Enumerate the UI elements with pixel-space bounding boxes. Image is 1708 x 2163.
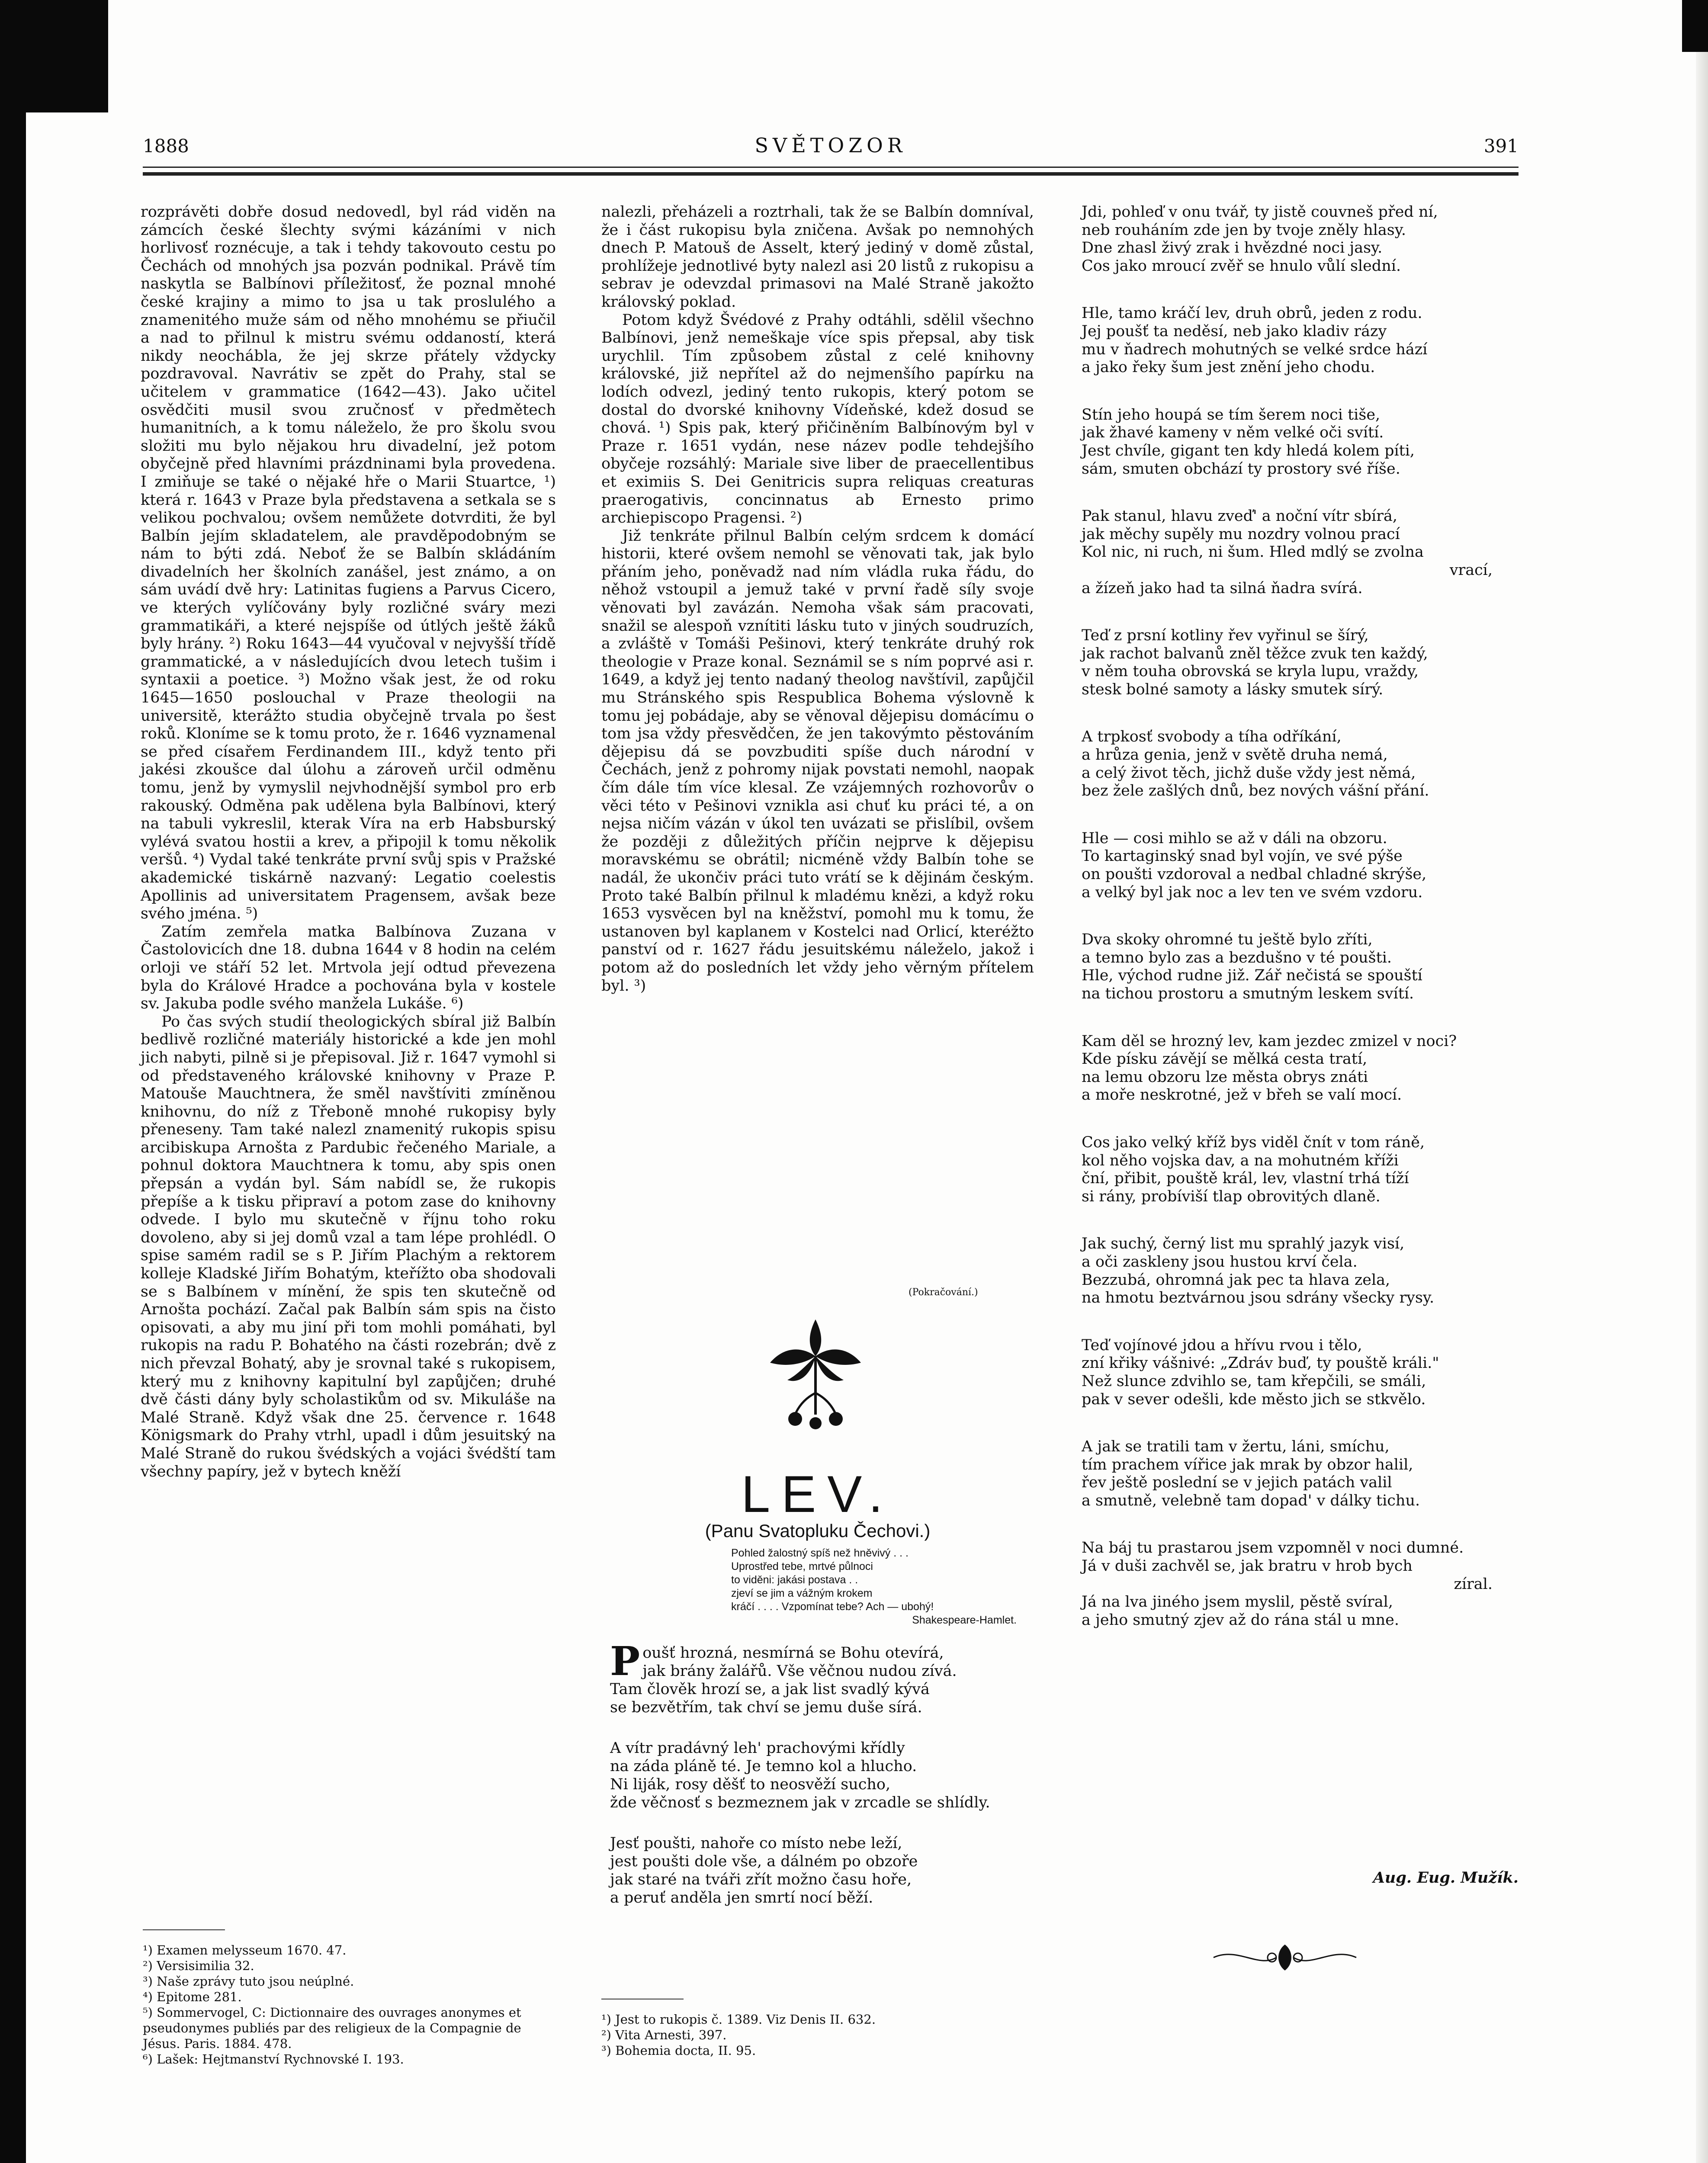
page-number: 391 xyxy=(1483,135,1519,157)
stanza xyxy=(610,1739,1034,1812)
verse-line: Tam člověk hrozí se, a jak list svadlý kývá xyxy=(610,1681,930,1698)
flourish-ornament-icon xyxy=(1211,1938,1358,1977)
verse-line: Cos jako mroucí zvěř se hnulo vůlí slední. xyxy=(1082,257,1401,275)
verse-line: Jest chvíle, gigant ten kdy hledá kolem píti, xyxy=(1082,442,1415,459)
verse-line: jak brány žalářů. Vše věčnou nudou zívá. xyxy=(642,1662,957,1680)
footnote: ¹) Examen melysseum 1670. 47. xyxy=(143,1943,347,1958)
verse-line: A jak se tratili tam v žertu, láni, smíchu, xyxy=(1082,1438,1390,1456)
stanza xyxy=(1082,1539,1523,1629)
header-year: 1888 xyxy=(143,135,189,157)
verse-line: bez žele zašlých dnů, bez nových vášní přání. xyxy=(1082,782,1429,800)
motto-line: Pohled žalostný spíš než hněvivý . . . xyxy=(731,1547,909,1559)
poem-title: LEV. xyxy=(741,1465,894,1523)
verse-line: Stín jeho houpá se tím šerem noci tiše, xyxy=(1082,406,1381,424)
motto-line: zjeví se jim a vážným krokem xyxy=(731,1587,873,1599)
verse-line: na tichou prostoru a smutným leskem svítí. xyxy=(1082,985,1414,1002)
paragraph: Již tenkráte přilnul Balbín celým srdcem k domácí historii, které ovšem nemohl se věnovati tak, jak bylo přáním jeho, poněvadž nad ním vládla ruka řádu, do něhož vstoupil a jemuž také v první řadě síly svoje věnovati byl zavázán. Nemoha však sám pracovati, snažil se alespoň vznítiti lásku tuto v jiných soudruzích, a zvláště v Tomáši Pešinovi, který tenkráte druhý rok theologie v Praze konal. Seznámil se s ním poprvé asi r. 1649, a když jej tento nadaný theolog navštívil, zapůjčil mu Stránského spis Respublica Bohema výslovně k tomu jej pobádaje, aby se věnoval dějepisu domácímu o tom jsa vždy přesvědčen, že jen takovýmto pěstováním dějepisu dá se povzbuditi spíše duch národní v Čechách, jenž z pohromy nijak povstati nemohl, naopak čím dále tím více klesal. Ze vzájemných rozhovorův o věci této v Pešinovi vznikla asi chuť ku práci té, a on nejsa ničím vázán v úkol ten uvázati se přislíbil, ovšem že později z důležitých příčin nejprve k dějepisu moravskému se obrátil; nicméně vždy Balbín tohe se nadál, že ukončiv práci tuto vrátí se k dějinám českým. Proto také Balbín přilnul k mladému knězi, a když roku 1653 vysvěcen byl na kněžství, pomohl mu k tomu, že ustanoven byl kaplanem v Kostelci nad Orlicí, kteréžto panství od r. 1627 řádu jesuitskému náleželo, jakož i potom až do posledních let vždy jeho věrným přítelem byl. ³) xyxy=(601,527,1034,995)
stanza xyxy=(1082,1134,1523,1206)
verse-line: a jako řeky šum jest znění jeho chodu. xyxy=(1082,359,1375,376)
verse-line: a oči zaskleny jsou hustou krví čela. xyxy=(1082,1253,1358,1271)
verse-line: a jeho smutný zjev až do rána stál u mne. xyxy=(1082,1611,1400,1629)
verse-line: Hle, tamo kráčí lev, druh obrů, jeden z rodu. xyxy=(1082,305,1422,322)
paragraph: Zatím zemřela matka Balbínova Zuzana v Častolovicích dne 18. dubna 1644 v 8 hodin na celém orloji ve stáří 52 let. Mrtvola její odtud převezena byla do Králové Hradce a pochována byla v kostele sv. Jakuba podle svého manžela Lukáše. ⁶) xyxy=(141,923,556,1013)
verse-line: sám, smuten obchází ty prostory své říše. xyxy=(1082,460,1400,478)
scan-corner-right xyxy=(1682,0,1708,52)
verse-line: Cos jako velký kříž bys viděl čnít v tom ráně, xyxy=(1082,1133,1425,1151)
stanza xyxy=(1082,1438,1523,1510)
verse-line: žde věčnosť s bezmeznem jak v zrcadle se shlídly. xyxy=(610,1794,990,1811)
verse-line: a hrůza genia, jenž v světě druha nemá, xyxy=(1082,746,1388,764)
verse-line: on poušti vzdoroval a nedbal chladné skrýše, xyxy=(1082,866,1427,883)
stanza xyxy=(1082,627,1523,699)
stanza xyxy=(1082,1235,1523,1307)
verse-line: Hle, východ rudne již. Zář nečistá se spouští xyxy=(1082,967,1422,985)
continued-note: (Pokračování.) xyxy=(909,1287,978,1298)
footnote: ⁵) Sommervogel, C: Dictionnaire des ouvrages anonymes et pseudonymes publiés par des religieux de la Compagnie de Jésus. Paris. 1884. 478. xyxy=(143,2005,521,2051)
verse-line: Já na lva jiného jsem myslil, pěstě svíral, xyxy=(1082,1593,1393,1611)
verse-line: na hmotu beztvárnou jsou sdrány všecky rysy. xyxy=(1082,1289,1435,1307)
verse-line: pak v sever odešli, kde město jich se stkvělo. xyxy=(1082,1390,1426,1408)
verse-line: Dva skoky ohromné tu ještě bylo zříti, xyxy=(1082,931,1373,949)
stanza xyxy=(1082,406,1523,478)
page-header xyxy=(143,132,1519,162)
verse-line: Na báj tu prastarou jsem vzpomněl v noci dumné. xyxy=(1082,1539,1464,1557)
paragraph: nalezli, přeházeli a roztrhali, tak že se Balbín domníval, že i část rukopisu byla zničena. Avšak po nemnohých dnech P. Matouš de Asselt, který jediný v domě zůstal, prohlížeje jednotlivé byty nalezl asi 20 listů z rukopisu a sebrav je odevzdal primasovi na Malé Straně jakožto královský poklad. xyxy=(601,203,1034,311)
stanza xyxy=(1082,931,1523,1003)
verse-line: Kol nic, ni ruch, ni šum. Hled mdlý se zvolna xyxy=(1082,543,1424,561)
verse-line: se bezvětřím, tak chví se jemu duše sírá. xyxy=(610,1699,922,1716)
verse-line: tím prachem vířice jak mrak by obzor halil, xyxy=(1082,1456,1413,1473)
verse-line: na záda pláně té. Je temno kol a hlucho. xyxy=(610,1758,917,1775)
footnote: ³) Bohemia docta, II. 95. xyxy=(601,2043,756,2058)
stanza xyxy=(1082,1033,1523,1104)
footnote: ³) Naše zprávy tuto jsou neúplné. xyxy=(143,1974,354,1989)
stanza xyxy=(1082,203,1523,275)
floral-ornament-icon xyxy=(761,1315,870,1445)
scan-gutter xyxy=(0,0,26,2163)
verse-line: mu v ňadrech mohutných se velké srdce hází xyxy=(1082,340,1428,358)
verse-line: Dne zhasl živý zrak i hvězdné noci jasy. xyxy=(1082,239,1383,257)
header-title: SVĚTOZOR xyxy=(754,134,907,157)
verse-line: oušť hrozná, nesmírná se Bohu otevírá, xyxy=(642,1644,944,1662)
verse-line: Pak stanul, hlavu zveď' a noční vítr sbírá, xyxy=(1082,507,1397,525)
poem-signature: Aug. Eug. Mužík. xyxy=(1373,1869,1519,1887)
poem-column-2 xyxy=(610,1638,1034,1929)
paragraph: Potom když Švédové z Prahy odtáhli, sdělil všechno Balbínovi, jenž nemeškaje více spis přepsal, aby tisk urychlil. Tím způsobem zůstal z celé knihovny královské, již nepřítel až do nejmenšího papírku na lodích odvezl, jediný tento rukopis, který potom se dostal do dvorské knihovny Vídeňské, kdež dosud se chová. ¹) Spis pak, který přičiněním Balbínovým byl v Praze r. 1651 vydán, nese název podle tehdejšího obyčeje rozsáhlý: Mariale sive liber de praecellentibus et eximiis S. Dei Genitricis supra reliquas creaturas praerogativis, concinnatus ab Ernesto primo archiepiscopo Pragensi. ²) xyxy=(601,311,1034,527)
motto-attribution: Shakespeare-Hamlet. xyxy=(912,1614,1017,1626)
stanza xyxy=(1082,728,1523,800)
stanza xyxy=(1082,305,1523,376)
poem-column-3 xyxy=(1082,203,1523,1659)
verse-line: Ni liják, rosy děšť to neosvěží sucho, xyxy=(610,1776,891,1793)
motto-line: to viděni: jakási postava . . xyxy=(731,1574,858,1586)
verse-line: Kde písku závějí se mělká cesta tratí, xyxy=(1082,1050,1368,1068)
stanza xyxy=(1082,1337,1523,1409)
verse-line: jak žhavé kameny v něm velké oči svítí. xyxy=(1082,424,1384,442)
drop-cap: P xyxy=(610,1638,640,1685)
motto-line: Uprostřed tebe, mrtvé půlnoci xyxy=(731,1560,873,1573)
verse-line: ční, přibit, pouště král, lev, vlastní trhá tíží xyxy=(1082,1170,1409,1187)
stanza xyxy=(1082,830,1523,902)
stanza xyxy=(610,1834,1034,1907)
verse-line: Hle — cosi mihlo se až v dáli na obzoru. xyxy=(1082,829,1387,847)
footnote-rule xyxy=(143,1929,225,1930)
footnotes-col2 xyxy=(601,2012,1025,2058)
footnote: ⁶) Lašek: Hejtmanství Rychnovské I. 193. xyxy=(143,2052,404,2067)
verse-line: vrací, xyxy=(1449,561,1493,579)
verse-line: A trpkosť svobody a tíha odříkání, xyxy=(1082,728,1342,746)
motto-line: kráčí . . . . Vzpomínat tebe? Ach — ubohý! xyxy=(731,1601,934,1613)
column-2 xyxy=(601,203,1034,995)
verse-line: na lemu obzoru lze města obrys znáti xyxy=(1082,1068,1368,1086)
verse-line: stesk bolné samoty a lásky smutek sírý. xyxy=(1082,680,1384,698)
header-rule xyxy=(143,167,1519,168)
verse-line: a moře neskrotné, jež v břeh se valí mocí. xyxy=(1082,1086,1402,1104)
verse-line: Než slunce zdvihlo se, tam křepčili, se smáli, xyxy=(1082,1372,1426,1390)
verse-line: a peruť anděla jen smrtí nocí běží. xyxy=(610,1889,873,1906)
paragraph: rozprávěti dobře dosud nedovedl, byl rád viděn na zámcích české šlechty svými kázáními v nich horlivosť roznécuje, a tak i tehdy takovouto cestu po Čechách od mnohých jsa pozván podnikal. Právě tím naskytla se Balbínovi příležitosť, že poznal mnohé české krajiny a mimo to jsa u tak proslulého a znamenitého muže sám od něho mnohému se přiučil a nad to přilnul k mistru svému oddaností, která nikdy neochábla, že jej skrze přátely vždycky pozdravoval. Navrátiv se zpět do Prahy, stal se učitelem v grammatice (1642—43). Jako učitel osvědčiti musil svou zručnosť v předmětech humanitních, a k tomu náleželo, že pro školu svou složiti mu bylo nějakou hru divadelní, jež potom obyčejně před hlavními prázdninami byla provedena. I zmiňuje se také o nějaké hře o Marii Stuartce, ¹) která r. 1643 v Praze byla představena a setkala se s velikou pochvalou; ovšem nemůžete dotvrditi, že byl Balbín jejím skladatelem, ale pravděpodobným se nám to býti zdá. Neboť že se Balbín skládáním divadelních her školních zanášel, jest známo, a on sám uvádí dvě hry: Latinitas fugiens a Parvus Cicero, ve kterých vylíčovány byly rozličné sváry mezi grammatikáři, a které nejspíše od útlých ještě žáků byly hrány. ²) Roku 1643—44 vyučoval v nejvyšší třídě grammatické, a v následujících dvou letech tušim i syntaxii a poetice. ³) Možno však jest, že od roku 1645—1650 poslouchal v Praze theologii na universitě, kterážto studia obyčejně trvala po šest roků. Kloníme se k tomu proto, že r. 1646 vyznamenal se před císařem Ferdinandem III., když tento při jakési zkoušce dal úlohu a zároveň určil odměnu tomu, jenž by vymyslil nejvhodnější symbol pro erb rakouský. Odměna pak udělena byla Balbínovi, který na tabuli vykreslil, kterak Víra na erb Habsburský vylévá svatou hostii a krev, a připojil k tomu několik veršů. ⁴) Vydal také tenkráte první svůj spis v Pražské akademické tiskárně nazvaný: Legatio coelestis Apollinis ad universitatem Pragensem, avšak beze svého jména. ⁵) xyxy=(141,203,556,923)
verse-line: Já v duši zachvěl se, jak bratru v hrob bych xyxy=(1082,1557,1413,1575)
poem-dedication: (Panu Svatopluku Čechovi.) xyxy=(705,1521,931,1541)
verse-line: v něm touha obrovská se kryla lupu, vraždy, xyxy=(1082,663,1419,680)
footnote: ²) Versisimilia 32. xyxy=(143,1958,254,1973)
verse-line: zní křiky vášnivé: „Zdráv buď, ty pouště králi." xyxy=(1082,1354,1439,1372)
header-rule-thick xyxy=(143,172,1519,176)
verse-line: a velký byl jak noc a lev ten ve svém vzdoru. xyxy=(1082,883,1423,901)
verse-line: Jej poušť ta neděsí, neb jako kladiv rázy xyxy=(1082,322,1387,340)
verse-line: a celý život těch, jichž duše vždy jest němá, xyxy=(1082,764,1416,782)
verse-line: jak staré na tváři zřít možno času hoře, xyxy=(610,1871,912,1888)
verse-line: kol něho vojska dav, a na mohutném kříži xyxy=(1082,1152,1399,1169)
verse-line: Teď vojínové jdou a hřívu rvou i tělo, xyxy=(1082,1336,1362,1354)
column-1 xyxy=(141,203,556,1481)
verse-line: jak měchy supěly mu nozdry volnou prací xyxy=(1082,525,1400,543)
stanza xyxy=(1082,507,1523,597)
verse-line: Jdi, pohleď v onu tvář, ty jistě couvneš před ní, xyxy=(1082,203,1438,221)
paragraph: Po čas svých studií theologických sbíral již Balbín bedlivě rozličné materiály historické a kde jen mohl jich nabyti, pilně si je přepisoval. Již r. 1647 vymohl si od představeného královské knihovny v Praze P. Matouše Mauchtnera, že směl navštíviti zmíněnou knihovnu, do níž z Třeboně mnohé rukopisy byly přeneseny. Tam také nalezl znamenitý rukopis spisu arcibiskupa Arnošta z Pardubic řečeného Mariale, a pohnul doktora Mauchtnera k tomu, aby spis onen přepsán a vydán byl. Sám nabídl se, že rukopis přepíše a k tisku připraví a potom zase do knihovny odvede. I bylo mu skutečně v říjnu toho roku dovoleno, aby si jej domů vzal a tam lépe prohlédl. O spise samém radil se s P. Jiřím Plachým a rektorem kolleje Kladské Jiřím Bohatým, kteřížto oba shodovali se s Balbínem v mínění, že spis ten skutečně od Arnošta pochází. Začal pak Balbín sám spis na čisto opisovati, a aby mu jiní při tom mohli pomáhati, byl rukopis na radu P. Bohatého na části rozebrán; dvě z nich převzal Bohatý, aby je srovnal také s rukopisem, který mu z knihovny kapitulní byl zapůjčen; druhé dvě části dány byly scholastikům od sv. Mikuláše na Malé Straně. Když však dne 25. července r. 1648 Königsmark do Prahy vtrhl, upadl i dům jesuitský na Malé Straně do rukou švédských a vojáci švédští tam všechny papíry, jež v bytech kněží xyxy=(141,1013,556,1480)
verse-line: a žízeň jako had ta silná ňadra svírá. xyxy=(1082,579,1363,597)
verse-line: neb rouháním zde jen by tvoje zněly hlasy. xyxy=(1082,221,1406,239)
verse-line: a smutně, velebně tam dopad' v dálky tichu. xyxy=(1082,1492,1420,1509)
verse-line: Bezzubá, ohromná jak pec ta hlava zela, xyxy=(1082,1271,1390,1289)
verse-line: A vítr pradávný leh' prachovými křídly xyxy=(610,1739,905,1757)
verse-line: řev ještě poslední se v jejich patách valil xyxy=(1082,1474,1392,1492)
scan-edge xyxy=(1696,52,1708,2163)
scan-corner xyxy=(0,0,108,112)
verse-line: si rány, probíviší tlap obrovitých dlaně. xyxy=(1082,1187,1381,1205)
footnote: ⁴) Epitome 281. xyxy=(143,1990,242,2004)
poem-motto xyxy=(731,1547,1017,1627)
stanza xyxy=(610,1638,1034,1717)
footnotes-col1 xyxy=(143,1942,558,2067)
verse-line: zíral. xyxy=(1454,1575,1493,1593)
footnote: ¹) Jest to rukopis č. 1389. Viz Denis II. 632. xyxy=(601,2012,876,2027)
verse-line: a temno bylo zas a bezdušno v té poušti. xyxy=(1082,949,1392,966)
verse-line: Jesť poušti, nahoře co místo nebe leží, xyxy=(610,1835,902,1852)
verse-line: Teď z prsní kotliny řev vyřinul se šírý, xyxy=(1082,627,1369,645)
verse-line: Kam děl se hrozný lev, kam jezdec zmizel v noci? xyxy=(1082,1032,1457,1050)
verse-line: Jak suchý, černý list mu sprahlý jazyk visí, xyxy=(1082,1235,1405,1253)
verse-line: jest poušti dole vše, a dálném po obzoře xyxy=(610,1853,918,1870)
verse-line: To kartaginský snad byl vojín, ve své pýše xyxy=(1082,847,1403,865)
verse-line: jak rachot balvanů zněl těžce zvuk ten každý, xyxy=(1082,645,1428,662)
footnote: ²) Vita Arnesti, 397. xyxy=(601,2028,727,2042)
